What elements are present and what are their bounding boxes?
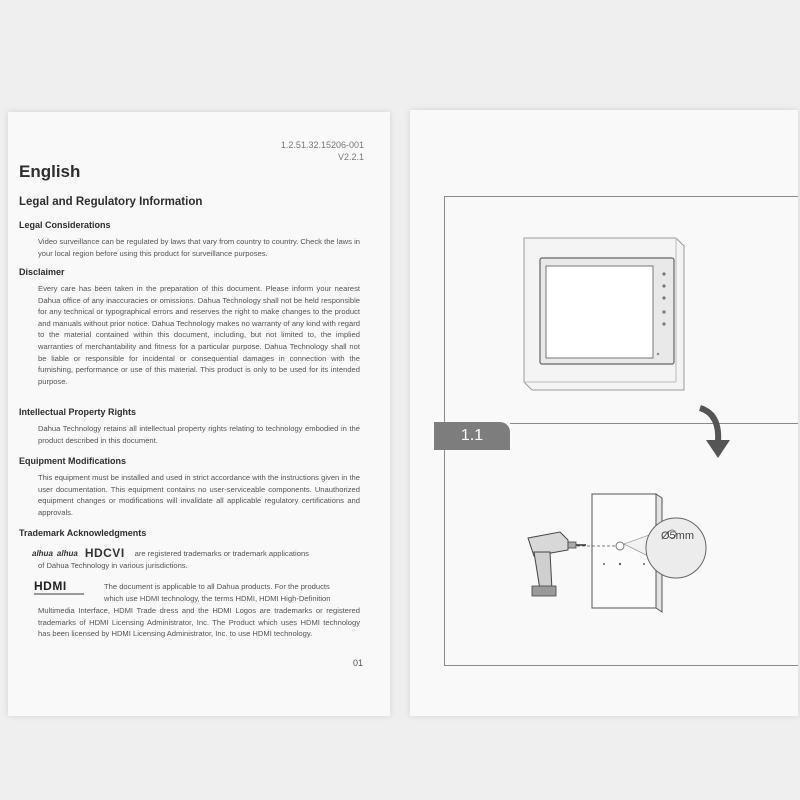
language-heading: English: [19, 162, 81, 181]
left-page: [8, 112, 390, 716]
section-heading-trademark: Trademark Acknowledgments: [19, 528, 147, 538]
hdmi-logo: HDMI: [34, 579, 67, 593]
curved-down-arrow-icon: [690, 404, 730, 464]
hdmi-text-second: which use HDMI technology, the terms HDMI, HDMI High-Definition: [104, 594, 331, 603]
right-page: [410, 110, 798, 716]
hdmi-text-first: The document is applicable to all Dahua products. For the products: [104, 582, 330, 591]
drill-illustration: [520, 490, 780, 614]
section-heading-legal: Legal Considerations: [19, 220, 111, 230]
document-version: V2.2.1: [337, 152, 364, 162]
hdmi-logo-underline: [34, 593, 84, 595]
trademark-text-line2: of Dahua Technology in various jurisdictions.: [38, 561, 188, 570]
section-text-ip: Dahua Technology retains all intellectual property rights relating to technology embodied in the product described in this document.: [38, 424, 360, 445]
main-title: Legal and Regulatory Information: [19, 196, 203, 208]
dahua-logo: alhua: [32, 548, 53, 558]
trademark-text-line1: are registered trademarks or trademark applications: [134, 548, 309, 558]
frame-bottom-line: [444, 665, 798, 666]
section-heading-disclaimer: Disclaimer: [19, 267, 65, 277]
dahua-logo-alt: alhua: [56, 548, 78, 558]
section-text-legal: Video surveillance can be regulated by laws that vary from country to country. Check the laws in your local region before using this product for surveillance purposes.: [38, 237, 360, 258]
step-label: 1.1: [434, 422, 510, 450]
section-text-equipment: This equipment must be installed and used in strict accordance with the instructions given in the user documentation. This equipment contains no user-serviceable components. Unauthorized equipment changes or modifications will invalidate all applicable regulatory certifications and approvals.: [38, 473, 360, 517]
hole-diameter-label: Ø5mm: [661, 530, 694, 542]
monitor-illustration: [520, 234, 690, 402]
hdcvi-logo: HDCVI: [84, 546, 125, 560]
section-text-disclaimer: Every care has been taken in the preparation of this document. Please inform your nearest Dahua office of any inaccuracies or omissions. Dahua Technology shall not be held responsible for any technical or typographical errors and reserves the right to make changes to the product and manuals without prior notice. Dahua Technology makes no warranty of any kind with regard to the material contained within this document, including, but not limited to, the implied warranties of merchantability and fitness for a particular purpose. Dahua Technology shall not be liable or responsible for incidental or consequential damages in connection with the furnishing, performance or use of this material. This product is only to be used for its intended purpose.: [38, 284, 360, 386]
frame-divider-line: [510, 423, 798, 424]
frame-top-line: [444, 196, 798, 197]
trademark-logo-row: [32, 546, 309, 560]
section-heading-equipment: Equipment Modifications: [19, 456, 126, 466]
page-number: 01: [352, 658, 363, 668]
document-code: 1.2.51.32.15206-001: [280, 140, 364, 150]
section-heading-ip: Intellectual Property Rights: [19, 407, 137, 417]
hdmi-text-rest: Multimedia Interface, HDMI Trade dress and the HDMI Logos are trademarks or registered trademarks of HDMI Licensing Administrator, Inc. The Product which uses HDMI technology has been licensed by HDMI Licensing Administrator, Inc. to use HDMI technology.: [38, 606, 360, 639]
